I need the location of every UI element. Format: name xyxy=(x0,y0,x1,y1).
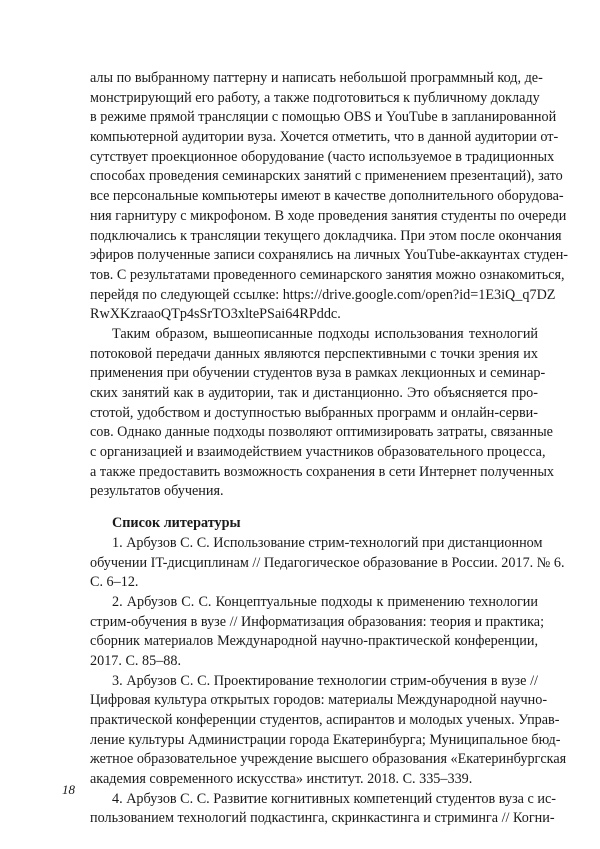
paragraph-line: Таким образом, вышеописанные подходы использования технологий xyxy=(112,325,538,342)
paragraph-line: сов. Однако данные подходы позволяют оптимизировать затраты, связанные xyxy=(90,424,553,441)
paragraph-line: подключались к трансляции текущего докладчика. При этом после окончания xyxy=(90,227,562,244)
paragraph-line: с организацией и взаимодействием участников образовательного процесса, xyxy=(90,444,546,461)
paragraph-line: эфиров полученные записи сохранялись на личных YouTube-аккаунтах студен- xyxy=(90,247,569,264)
paragraph-line: сутствует проекционное оборудование (часто используемое в традиционных xyxy=(90,148,555,165)
paragraph-line: алы по выбранному паттерну и написать небольшой программный код, де- xyxy=(90,70,543,86)
paragraph-line: ских занятий как в аудитории, так и дистанционно. Это объясняется про- xyxy=(90,385,538,401)
page-number: 18 xyxy=(62,782,75,797)
paragraph-line: компьютерной аудитории вуза. Хочется отметить, что в данной аудитории от- xyxy=(90,129,559,146)
page-body xyxy=(90,69,569,829)
paragraph-line: перейдя по следующей ссылке: https://drive.google.com/open?id=1E3iQ_q7DZ xyxy=(90,286,556,303)
paragraph-line: способах проведения семинарских занятий с применением презентаций), зато xyxy=(90,168,563,185)
paragraph-2 xyxy=(90,325,554,502)
reference-line: 1. Арбузов С. С. Использование стрим-технологий при дистанционном xyxy=(112,534,543,551)
section-spacer xyxy=(90,502,538,514)
reference-line: 3. Арбузов С. С. Проектирование технологии стрим-обучения в вузе // xyxy=(112,672,538,689)
paragraph-line: все персональные компьютеры имеют в качестве дополнительного оборудова- xyxy=(90,188,564,205)
paragraph-line: стотой, удобством и доступностью выбранных программ и онлайн-серви- xyxy=(90,404,538,421)
paragraph-line: а также предоставить возможность сохранения в сети Интернет полученных xyxy=(90,463,554,480)
paragraph-line: тов. С результатами проведенного семинарского занятия можно ознакомиться, xyxy=(90,266,565,283)
paragraph-line: результатов обучения. xyxy=(90,483,224,500)
reference-line: стрим-обучения в вузе // Информатизация образования: теория и практика; xyxy=(90,613,545,630)
reference-line: сборник материалов Международной научно-практической конференции, xyxy=(90,633,538,650)
references-heading: Список литературы xyxy=(112,515,241,532)
reference-line: 4. Арбузов С. С. Развитие когнитивных компетенций студентов вуза с ис- xyxy=(112,790,556,807)
reference-line: жетное образовательное учреждение высшего образования «Екатеринбургская xyxy=(90,751,567,768)
reference-line: 2. Арбузов С. С. Концептуальные подходы к применению технологии xyxy=(112,593,538,610)
reference-line: С. 6–12. xyxy=(90,574,139,591)
paragraph-line: потоковой передачи данных являются перспективными с точки зрения их xyxy=(90,345,538,362)
reference-item-3 xyxy=(90,672,567,790)
paragraph-line: применения при обучении студентов вуза в рамках лекционных и семинар- xyxy=(90,365,546,382)
paragraph-line: ния гарнитуру с микрофоном. В ходе проведения занятия студенты по очереди xyxy=(90,207,567,224)
reference-line: ление культуры Администрации города Екатеринбурга; Муниципальное бюд- xyxy=(90,731,561,748)
paragraph-1 xyxy=(90,69,569,325)
reference-line: Цифровая культура открытых городов: материалы Международной научно- xyxy=(90,692,548,709)
reference-line: академия современного искусства» институт. 2018. С. 335–339. xyxy=(90,771,473,788)
reference-line: 2017. С. 85–88. xyxy=(90,652,182,669)
paragraph-line: монстрирующий его работу, а также подготовиться к публичному докладу xyxy=(90,89,540,106)
paragraph-line: в режиме прямой трансляции с помощью OBS и YouTube в запланированной xyxy=(90,109,557,126)
reference-item-2 xyxy=(90,593,545,672)
reference-item-4 xyxy=(90,790,556,829)
reference-line: обучении IT-дисциплинам // Педагогическое образование в России. 2017. № 6. xyxy=(90,554,565,571)
reference-line: практической конференции студентов, аспирантов и молодых ученых. Управ- xyxy=(90,712,560,728)
paragraph-line: RwXKzraaoQTp4sSrTO3xltePSai64RPddc. xyxy=(90,306,341,323)
reference-item-1 xyxy=(90,534,565,593)
reference-line: пользованием технологий подкастинга, скринкастинга и стриминга // Когни- xyxy=(90,810,555,827)
